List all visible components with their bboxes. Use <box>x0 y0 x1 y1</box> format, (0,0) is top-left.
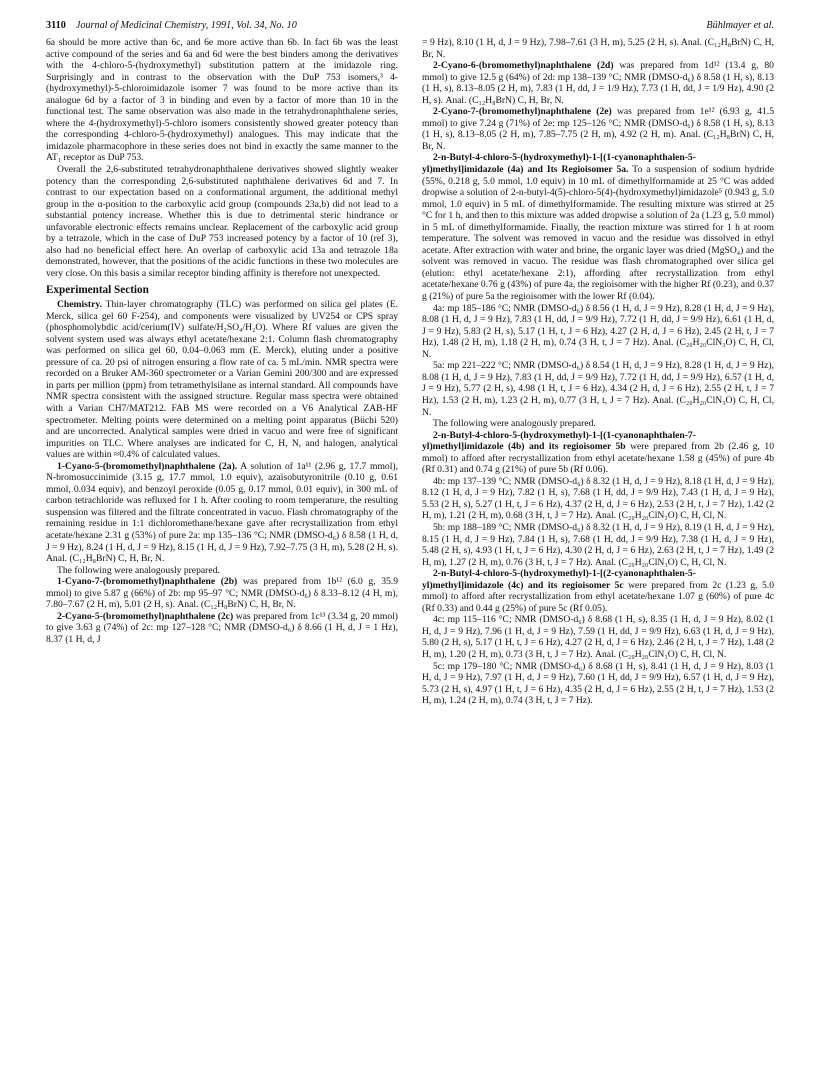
compound-data: 5c: mp 179–180 °C; NMR (DMSO-d₆) δ 8.68 (1 H, s), 8.41 (1 H, d, J = 9 Hz), 8.03 (1 H, d, J = 9 Hz), 7.97 (1 H, d, J = 9 Hz), 7.60 (1 H, dd, J = 9/9 Hz), 6.57 (1 H, d, J = 9 Hz), 5.73 (2 H, s), 4.97 (1 H, t, J = 6 Hz), 4.35 (2 H, d, J = 6 Hz), 2.55 (2 H, t, J = 7 Hz), 1.53 (2 H, m), 1.24 (2 H, m), 0.74 (3 H, t, J = 7 Hz). <box>422 660 774 707</box>
compound-title: 2-n-Butyl-4-chloro-5-(hydroxymethyl)-1-[(1-cyanonaphthalen-5-yl)methyl]imidazole (4a) and Its Regioisomer 5a. <box>422 152 696 176</box>
compound-entry <box>422 152 774 302</box>
right-column <box>422 37 774 707</box>
compound-title: 2-Cyano-7-(bromomethyl)naphthalene (2e) <box>433 106 612 118</box>
compound-data: 5b: mp 188–189 °C; NMR (DMSO-d₆) δ 8.32 (1 H, d, J = 9 Hz), 8.19 (1 H, d, J = 9 Hz), 8.15 (1 H, d, J = 9 Hz), 7.84 (1 H, s), 7.68 (1 H, dd, J = 9/9 Hz), 7.38 (1 H, d, J = 9 Hz), 5.48 (2 H, s), 4.93 (1 H, t, J = 6 Hz), 4.30 (2 H, d, J = 6 Hz), 2.63 (2 H, t, J = 7 Hz), 1.49 (2 H, m), 1.27 (2 H, m), 0.76 (3 H, t, J = 7 Hz). Anal. (C₂₀H₂₀ClN₃O) C, H, Cl, N. <box>422 521 774 568</box>
paragraph: The following were analogously prepared. <box>433 418 596 430</box>
compound-title: 1-Cyano-5-(bromomethyl)naphthalene (2a). <box>57 460 238 472</box>
compound-data: 4a: mp 185–186 °C; NMR (DMSO-d₆) δ 8.56 (1 H, d, J = 9 Hz), 8.28 (1 H, d, J = 9 Hz), 8.08 (1 H, d, J = 9 Hz), 7.83 (1 H, dd, J = 9/9 Hz), 7.72 (1 H, dd, J = 9/9 Hz), 6.61 (1 H, d, J = 9 Hz), 5.83 (2 H, s), 5.17 (1 H, t, J = 6 Hz), 4.27 (2 H, d, J = 6 Hz), 2.45 (2 H, t, J = 7 Hz), 1.48 (2 H, m), 1.18 (2 H, m), 0.74 (3 H, t, J = 7 Hz). Anal. (C₂₀H₂₀ClN₃O) C, H, Cl, N. <box>422 302 774 360</box>
paragraph: The following were analogously prepared. <box>57 564 220 576</box>
compound-title: 1-Cyano-7-(bromomethyl)naphthalene (2b) <box>57 576 238 588</box>
running-header <box>46 20 774 31</box>
compound-body: To a suspension of sodium hydride (55%, 0.218 g, 5.0 mmol, 1.0 equiv) in 10 mL of dimethylformamide at 25 °C was added dropwise a solution of 2-n-butyl-4(5)-chloro-5(4)-(hydroxymethyl)imidazole⁵ (0.943 g, 5.0 mmol, 1.0 equiv) in 5 mL of dimethylformamide. The resulting mixture was stirred at 25 °C for 1 h, and then to this mixture was added dropwise a solution of 2a (1.23 g, 5.0 mmol) in 5 mL of dimethylformamide. Finally, the reaction mixture was stirred for 1 h at room temperature. The solvent was removed in vacuo and the residue was dissolved in ethyl acetate. After extraction with water and brine, the organic layer was dried (MgSO₄) and the solvent was removed in vacuo. The residue was flash chromatographed over silica gel (elution: ethyl acetate/hexane 2:1), affording after recrystallization from ethyl acetate/hexane 0.76 g (43%) of pure 4a, the regioisomer with the higher Rf (0.23), and 0.37 g (21%) of pure 5a the regioisomer with the lower Rf (0.04). <box>422 164 774 303</box>
compound-body: were prepared from 2b (2.46 g, 10 mmol) to afford after recrystallization from ethyl acetate/hexane 1.58 g (45%) of pure 4b (Rf 0.31) and 0.74 g (21%) of pure 5b (Rf 0.06). <box>422 441 775 476</box>
compound-title: 2-Cyano-6-(bromomethyl)naphthalene (2d) <box>433 60 614 72</box>
journal-citation: Journal of Medicinal Chemistry, 1991, Vol. 34, No. 10 <box>75 20 297 31</box>
compound-title: 2-n-Butyl-4-chloro-5-(hydroxymethyl)-1-[(1-cyanonaphthalen-7-yl)methyl]imidazole (4b) and its regioisomer 5b <box>422 429 696 453</box>
paragraph: = 9 Hz), 8.10 (1 H, d, J = 9 Hz), 7.98–7.61 (3 H, m), 5.25 (2 H, s). Anal. (C₁₂H₈BrN) C, H, Br, N. <box>422 37 774 60</box>
compound-title: 2-n-Butyl-4-chloro-5-(hydroxymethyl)-1-[(2-cyanonaphthalen-5-yl)methyl]imidazole (4c) and its regioisomer 5c <box>422 568 696 591</box>
compound-body: were prepared from 2c (1.23 g, 5.0 mmol) to afford after recrystallization from ethyl acetate/hexane 1.07 g (60%) of pure 4c (Rf 0.33) and 0.44 g (25%) of pure 5c (Rf 0.05). <box>422 579 775 614</box>
paragraph: 6a should be more active than 6c, and 6e more active than 6b. In fact 6b was the least active compound of the series and 6a and 6d were the best binders among the derivatives with the 4-chloro-5-(hydroxymethyl) substitution pattern at the imidazole ring. Surprisingly and in contrast to the observation with the DuP 753 isomers,³ 4-(hydroxymethyl)-5-chloroimidazole isomer 7 was found to be more active than its analogue 6d by a factor of 3 in binding and even by a factor of more than 10 in the functional test. The same observation was also made in the tetrahydronaphthalene series, where the 4-(hydroxymethyl)-5-chloro isomers consistently showed greater potency than the corresponding 4-chloro-5-(hydroxymethyl) analogues. This may indicate that the imidazole pharmacophore in these series does not bind in exactly the same manner to the AT₁ receptor as DuP 753. <box>46 37 398 164</box>
compound-data: 4b: mp 137–139 °C; NMR (DMSO-d₆) δ 8.32 (1 H, d, J = 9 Hz), 8.18 (1 H, d, J = 9 Hz), 8.12 (1 H, d, J = 9 Hz), 7.82 (1 H, s), 7.68 (1 H, dd, J = 9/9 Hz), 7.43 (1 H, d, J = 9 Hz), 5.53 (2 H, s), 5.27 (1 H, t, J = 6 Hz), 4.37 (2 H, d, J = 6 Hz), 2.53 (2 H, t, J = 7 Hz), 1.42 (2 H, m), 1.21 (2 H, m), 0.68 (3 H, t, J = 7 Hz). Anal. (C₂₀H₂₀ClN₃O) C, H, Cl, N. <box>422 475 774 522</box>
section-heading: Experimental Section <box>46 284 149 297</box>
paragraph <box>46 299 398 461</box>
compound-body: was prepared from 1b¹² (6.0 g, 35.9 mmol) to give 5.87 g (66%) of 2b: mp 95–97 °C; NMR (DMSO-d₆) δ 8.33–8.12 (4 H, m), 7.80–7.67 (2 H, m), 5.01 (2 H, s). Anal. (C₁₂H₈BrN) C, H, Br, N. <box>46 576 398 611</box>
compound-body: was prepared from 1c¹³ (3.34 g, 20 mmol) to give 3.63 g (74%) of 2c: mp 127–128 °C; NMR (DMSO-d₆) δ 8.66 (1 H, d, J = 1 Hz), 8.37 (1 H, d, J <box>46 610 398 645</box>
compound-body: was prepared from 1d¹² (13.4 g, 80 mmol) to give 12.5 g (64%) of 2d: mp 138–139 °C; NMR (DMSO-d₆) δ 8.58 (1 H, s), 8.13 (1 H, s), 8.13–8.05 (2 H, m), 7.83 (1 H, dd, J = 1/9 Hz), 7.73 (1 H, dd, J = 1/9 Hz), 4.90 (2 H, s). Anal. (C₁₂H₈BrN) C, H, Br, N. <box>422 60 774 106</box>
compound-entry <box>46 461 398 565</box>
running-authors: Bühlmayer et al. <box>706 20 774 31</box>
compound-data: 5a: mp 221–222 °C; NMR (DMSO-d₆) δ 8.54 (1 H, d, J = 9 Hz), 8.28 (1 H, d, J = 9 Hz), 8.08 (1 H, d, J = 9 Hz), 7.83 (1 H, dd, J = 9/9 Hz), 7.72 (1 H, dd, J = 9/9 Hz), 6.57 (1 H, d, J = 9 Hz), 5.77 (2 H, s), 4.98 (1 H, t, J = 6 Hz), 4.34 (2 H, d, J = 6 Hz), 2.55 (2 H, t, J = 7 Hz), 1.53 (2 H, m), 1.23 (2 H, m), 0.77 (3 H, t, J = 7 Hz). Anal. (C₂₀H₂₀ClN₃O) C, H, Cl, N. <box>422 360 774 418</box>
compound-body: A solution of 1a¹¹ (2.96 g, 17.7 mmol), N-bromosuccinimide (3.15 g, 17.7 mmol, 1.0 equiv), azaisobutyronitrile (0.10 g, 0.61 mmol, 0.034 equiv), and benzoyl peroxide (0.05 g, 0.17 mmol, 0.01 equiv), in 300 mL of carbon tetrachloride was refluxed for 1 h. After cooling to room temperature, the resulting suspension was filtered and the filtrate concentrated in vacuo. Flash chromatography of the remaining residue in 1:1 dichloromethane/hexane gave after recrystallization from ethyl acetate/hexane 2.31 g (53%) of pure 2a: mp 135–136 °C; NMR (DMSO-d₆) δ 8.58 (1 H, d, J = 9 Hz), 8.24 (1 H, d, J = 9 Hz), 8.15 (1 H, d, J = 9 Hz), 7.92–7.75 (3 H, m), 5.28 (2 H, s). Anal. (C₁₂H₈BrN) C, H, Br, N. <box>46 460 398 565</box>
compound-body: was prepared from 1e¹² (6.93 g, 41.5 mmol) to give 7.24 g (71%) of 2e: mp 125–126 °C; NMR (DMSO-d₆) δ 8.58 (1 H, s), 8.13 (1 H, s), 8.13–8.05 (2 H, m), 7.85–7.75 (2 H, m), 4.92 (2 H, m). Anal. (C₁₂H₈BrN) C, H, Br, N. <box>422 106 774 152</box>
compound-data: 4c: mp 115–116 °C; NMR (DMSO-d₆) δ 8.68 (1 H, s), 8.35 (1 H, d, J = 9 Hz), 8.02 (1 H, d, J = 9 Hz), 7.96 (1 H, d, J = 9 Hz), 7.59 (1 H, dd, J = 9/9 Hz), 6.63 (1 H, d, J = 9 Hz), 5.80 (2 H, s), 5.17 (1 H, t, J = 6 Hz), 4.27 (2 H, d, J = 6 Hz), 2.46 (2 H, t, J = 7 Hz), 1.48 (2 H, m), 1.20 (2 H, m), 0.73 (3 H, t, J = 7 Hz). Anal. (C₂₀H₂₀ClN₃O) C, H, Cl, N. <box>422 614 774 660</box>
compound-entry <box>422 568 774 614</box>
compound-entry <box>46 611 398 646</box>
compound-entry <box>422 60 774 106</box>
compound-title: 2-Cyano-5-(bromomethyl)naphthalene (2c) <box>57 610 234 622</box>
compound-entry <box>422 430 774 476</box>
page-number: 3110 <box>46 20 66 31</box>
paragraph: Overall the 2,6-substituted tetrahydronaphthalene derivatives showed slightly weaker potency than the corresponding 2,6-substituted naphthalene derivatives 6d and 7. In contrast to our expectation based on a conformational argument, the additional methyl group in the α-position to the carboxylic acid group (compounds 23a,b) did not lead to a substantial potency increase. Whether this is due to detrimental steric hindrance or unfavorable electronic effects remains unclear. Replacement of the carboxylic acid group by a tetrazole, which in the case of DuP 753 increased potency by a factor of 10 (ref 3), also had no beneficial effect here. An overlap of carboxylic acid 13a and tetrazole 18a demonstrated, however, that the positions of the acidic functions in these two molecules are very close. On this basis a similar receptor binding affinity is therefore not unexpected. <box>46 164 398 279</box>
left-column <box>46 37 398 707</box>
compound-entry <box>46 576 398 611</box>
paragraph-lead: Chemistry. <box>57 299 103 311</box>
compound-entry <box>422 106 774 152</box>
two-column-body <box>46 37 774 707</box>
paragraph-body: Thin-layer chromatography (TLC) was performed on silica gel plates (E. Merck, silica gel 60 F-254), and components were visualized by UV254 or CPS spray (phosphomolybdic acid/cerium(IV) sulfate/H₂SO₄/H₂O). Where Rf values are given the solvent system used was always ethyl acetate/hexane 2:1. Column flash chromatography was performed on silica gel 60, 0.04–0.063 mm (E. Merck), eluting under a positive pressure of ca. 20 psi of nitrogen ensuring a flow rate of ca. 5 mL/min. NMR spectra were recorded on a Bruker AM-360 spectrometer or a Varian Gemini 200/300 and are expressed in parts per million (ppm) from tetramethylsilane as internal standard. All compounds have NMR spectra consistent with the assigned structure. Regular mass spectra were obtained with a Varian CH7/MAT212. FAB MS were recorded on a V6 Analytical ZAB-HF spectrometer. Melting points were determined on a melting point apparatus (Büchi 520) and are uncorrected. Analytical samples were dried in vacuo and were free of significant impurities on TLC. Where analyses are indicated for C, H, N, and halogen, analytical values are within ≈0.4% of calculated values. <box>46 299 398 461</box>
